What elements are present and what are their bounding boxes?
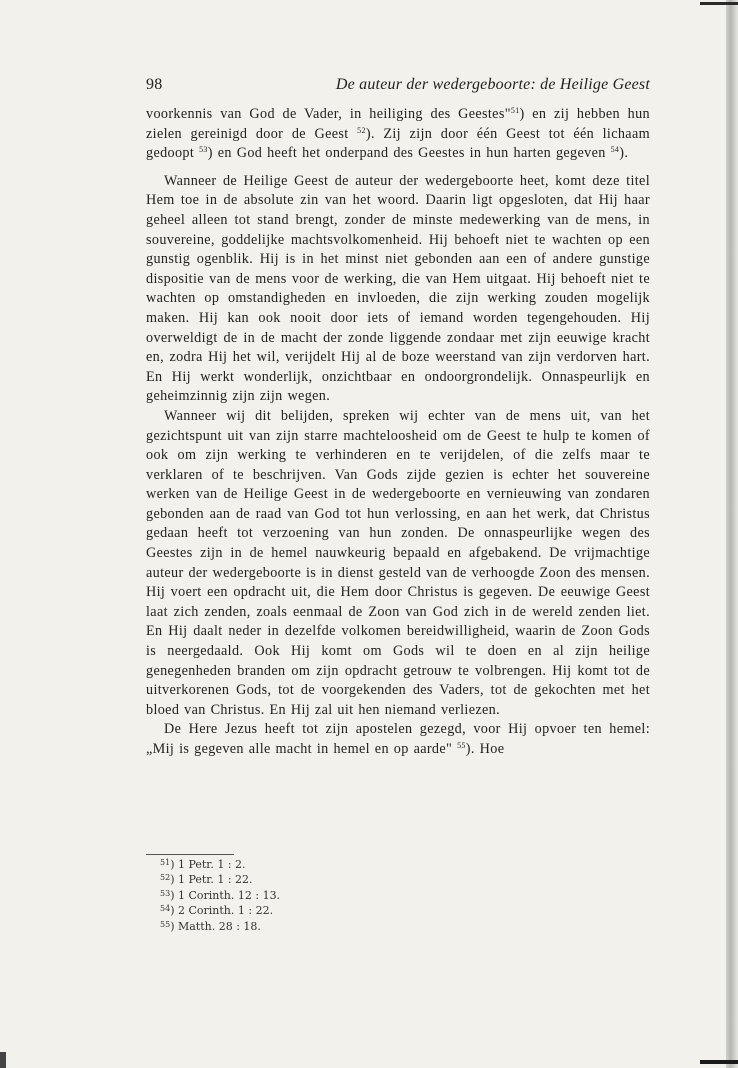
paragraph-text: voorkennis van God de Vader, in heiliging des Geestes" [146, 106, 511, 122]
page-header [146, 76, 650, 96]
paragraph [146, 105, 650, 164]
paragraph [146, 407, 650, 721]
footnote-text: ) Matth. 28 : 18. [170, 919, 261, 933]
footnote-reference: 54 [610, 145, 620, 155]
footnote [160, 871, 460, 886]
page-number: 98 [146, 76, 163, 93]
paragraph-text: De Here Jezus heeft tot zijn apostelen gezegd, voor Hij opvoer ten hemel: „Mij is gegeven alle macht in hemel en op aarde" [146, 721, 650, 757]
footnote-reference: 52 [357, 125, 366, 135]
paragraph-text: ). Zij zijn door één Geest tot één lichaam gedoopt [146, 125, 650, 162]
footnote [160, 918, 460, 933]
footnote [160, 902, 460, 917]
paragraph-text: ). [619, 145, 629, 162]
scan-edge-mark-top [700, 2, 738, 5]
footnote-text: ) 1 Corinth. 12 : 13. [170, 888, 281, 902]
footnote [160, 856, 460, 871]
footnote-text: ) 1 Petr. 1 : 2. [170, 858, 246, 871]
page-edge-shadow [726, 0, 738, 1068]
footnote-divider [146, 854, 234, 855]
footnote-reference: 51 [510, 106, 520, 115]
footnote-reference: 53 [199, 145, 208, 155]
scan-edge-mark-bottom [700, 1060, 738, 1064]
footnote-reference: 55 [457, 741, 466, 750]
scan-edge-mark-left [0, 1052, 6, 1068]
footnote-number: 55 [160, 919, 171, 929]
footnote [160, 887, 460, 902]
footnote-number: 51 [160, 858, 171, 867]
paragraph [146, 172, 650, 407]
footnotes [160, 856, 460, 933]
paragraph-text: ). Hoe [465, 741, 505, 757]
footnote-text: ) 2 Corinth. 1 : 22. [170, 904, 274, 918]
footnote-number: 54 [160, 904, 171, 914]
paragraph-text: Wanneer de Heilige Geest de auteur der wedergeboorte heet, komt deze titel Hem toe in de absolute zin van het woord. Daarin ligt opgesloten, dat Hij haar geheel alleen tot stand brengt, zonder de minste medewerking van de mens, in souvereine, goddelijke machtsvolkomenheid. Hij behoeft niet te wachten op een gunstig ogenblik. Hij is in het minst niet gebonden aan een of andere gunstige dispositie van de mens voor de werking, die van Hem uitgaat. Hij behoeft niet te wachten op omstandigheden en invloeden, die zijn werking zouden mogelijk maken. Hij kan ook nooit door iets of iemand worden tegengehouden. Hij overweldigt de in de macht der zonde liggende zondaar met zijn eeuwige kracht en, zodra Hij het wil, verijdelt Hij al de boze weerstand van zijn verdorven hart. En Hij werkt wonderlijk, onzichtbaar en ondoorgrondelijk. Onnaspeurlijk en geheimzinnig zijn zijn wegen. [146, 172, 650, 405]
paragraph-text: ) en God heeft het onderpand des Geestes in hun harten gegeven [207, 145, 611, 162]
paragraph [146, 720, 650, 759]
paragraph-text: Wanneer wij dit belijden, spreken wij echter van de mens uit, van het gezichtspunt uit van zijn starre machteloosheid om de Geest te hulp te komen of ook om zijn werking te verhinderen en te verijdelen, of die zelfs maar te verklaren of te beschrijven. Van Gods zijde gezien is echter het souvereine werken van de Heilige Geest in de wedergeboorte en vernieuwing van zondaren gebonden aan de raad van God tot hun verlossing, en aan het werk, dat Christus gedaan heeft tot verzoening van hun zonden. De onnaspeurlijke wegen des Geestes zijn in de hemel nauwkeurig bepaald en afgebakend. De vrijmachtige auteur der wedergeboorte is in dienst gesteld van de verhoogde Zoon des mensen. Hij voert een opdracht uit, die Hem door Christus is gegeven. De eeuwige Geest laat zich zenden, zoals eenmaal de Zoon van God zich in de wereld zenden liet. En Hij daalt neder in dezelfde volkomen bereidwilligheid, waarin de Zoon Gods is neergedaald. Ook Hij komt om Gods wil te doen en al zijn heilige genegenheden branden om zijn opdracht getrouw te volbrengen. Hij komt tot de uitverkorenen Gods, tot de voorgekenden des Vaders, tot de gekochten met het bloed van Christus. En Hij zal uit hen niemand verliezen. [146, 407, 650, 718]
running-title: De auteur der wedergeboorte: de Heilige Geest [335, 76, 650, 93]
body-text [146, 105, 650, 760]
paragraph-text: ) en zij hebben hun zielen gereinigd door de Geest [146, 106, 650, 142]
footnote-text: ) 1 Petr. 1 : 22. [170, 873, 253, 887]
footnote-number: 53 [160, 888, 171, 898]
footnote-number: 52 [160, 873, 171, 883]
